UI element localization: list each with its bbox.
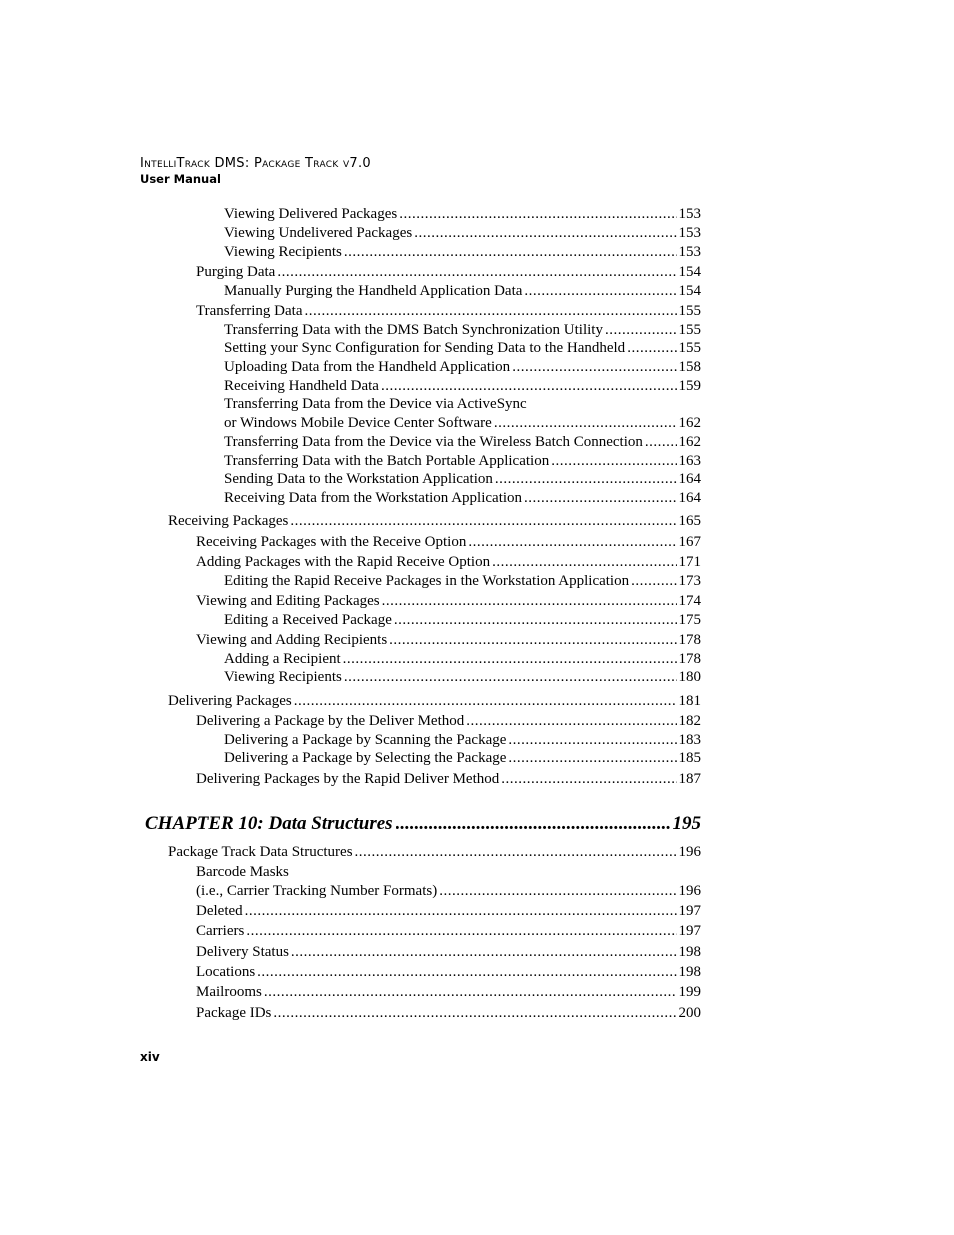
toc-entry[interactable]: Viewing and Editing Packages ..... 174	[196, 592, 701, 611]
toc-entry[interactable]: Setting your Sync Configuration for Sending Data to the Handheld ..... 155	[224, 339, 701, 358]
toc-entry[interactable]: (i.e., Carrier Tracking Number Formats) ..... 196	[196, 882, 701, 901]
toc-entry[interactable]: Receiving Handheld Data ..... 159	[224, 377, 701, 396]
toc-entry[interactable]: Delivering Packages by the Rapid Deliver Method ..... 187	[196, 770, 701, 789]
toc-entry[interactable]: Adding Packages with the Rapid Receive Option ..... 171	[196, 553, 701, 572]
chapter-page: 195	[672, 813, 701, 834]
chapter-heading[interactable]	[145, 813, 701, 835]
toc-entry[interactable]: Viewing and Adding Recipients ..... 178	[196, 631, 701, 650]
toc-entry[interactable]: Delivering a Package by Selecting the Package ..... 185	[224, 749, 701, 768]
toc-entry-line[interactable]: Barcode Masks	[196, 864, 289, 880]
toc-entry[interactable]: Transferring Data from the Device via the Wireless Batch Connection ..... 162	[224, 433, 701, 452]
toc-entry-line[interactable]: Transferring Data from the Device via ActiveSync	[224, 396, 527, 412]
toc-entry[interactable]: Transferring Data with the Batch Portable Application ..... 163	[224, 452, 701, 471]
toc-entry[interactable]: Receiving Packages with the Receive Option ..... 167	[196, 533, 701, 552]
toc-entry[interactable]: Viewing Recipients ..... 153	[224, 243, 701, 262]
toc-entry[interactable]: Package IDs ..... 200	[196, 1004, 701, 1023]
document-subtitle: User Manual	[140, 172, 221, 186]
toc-entry[interactable]: Sending Data to the Workstation Application ..... 164	[224, 470, 701, 489]
toc-entry[interactable]: or Windows Mobile Device Center Software ..... 162	[224, 414, 701, 433]
document-title: IntelliTrack DMS: Package Track v7.0	[140, 156, 372, 171]
toc-entry[interactable]: Delivering a Package by the Deliver Method ..... 182	[196, 712, 701, 731]
page-number: xiv	[140, 1050, 160, 1064]
toc-entry[interactable]: Editing the Rapid Receive Packages in the Workstation Application ..... 173	[224, 572, 701, 591]
toc-entry[interactable]: Locations ..... 198	[196, 963, 701, 982]
toc-entry[interactable]: Purging Data ..... 154	[196, 263, 701, 282]
toc-entry[interactable]: Receiving Data from the Workstation Application ..... 164	[224, 489, 701, 508]
toc-entry[interactable]: Receiving Packages ..... 165	[168, 512, 701, 531]
toc-entry[interactable]: Delivery Status ..... 198	[196, 943, 701, 962]
toc-entry[interactable]: Manually Purging the Handheld Application Data ..... 154	[224, 282, 701, 301]
toc-entry[interactable]: Adding a Recipient ..... 178	[224, 650, 701, 669]
toc-entry[interactable]: Viewing Undelivered Packages ..... 153	[224, 224, 701, 243]
toc-entry[interactable]: Transferring Data with the DMS Batch Synchronization Utility ..... 155	[224, 321, 701, 340]
toc-entry[interactable]: Editing a Received Package ..... 175	[224, 611, 701, 630]
toc-entry[interactable]: Deleted ..... 197	[196, 902, 701, 921]
chapter-title: CHAPTER 10: Data Structures	[145, 813, 393, 834]
toc-entry[interactable]: Uploading Data from the Handheld Application ..... 158	[224, 358, 701, 377]
toc-entry[interactable]: Mailrooms ..... 199	[196, 983, 701, 1002]
toc-entry[interactable]: Transferring Data ..... 155	[196, 302, 701, 321]
toc-entry[interactable]: Carriers ..... 197	[196, 922, 701, 941]
toc-entry[interactable]: Delivering Packages ..... 181	[168, 692, 701, 711]
toc-entry[interactable]: Viewing Delivered Packages ..... 153	[224, 205, 701, 224]
toc-entry[interactable]: Delivering a Package by Scanning the Package ..... 183	[224, 731, 701, 750]
toc-entry[interactable]: Viewing Recipients ..... 180	[224, 668, 701, 687]
toc-entry[interactable]: Package Track Data Structures ..... 196	[168, 843, 701, 862]
